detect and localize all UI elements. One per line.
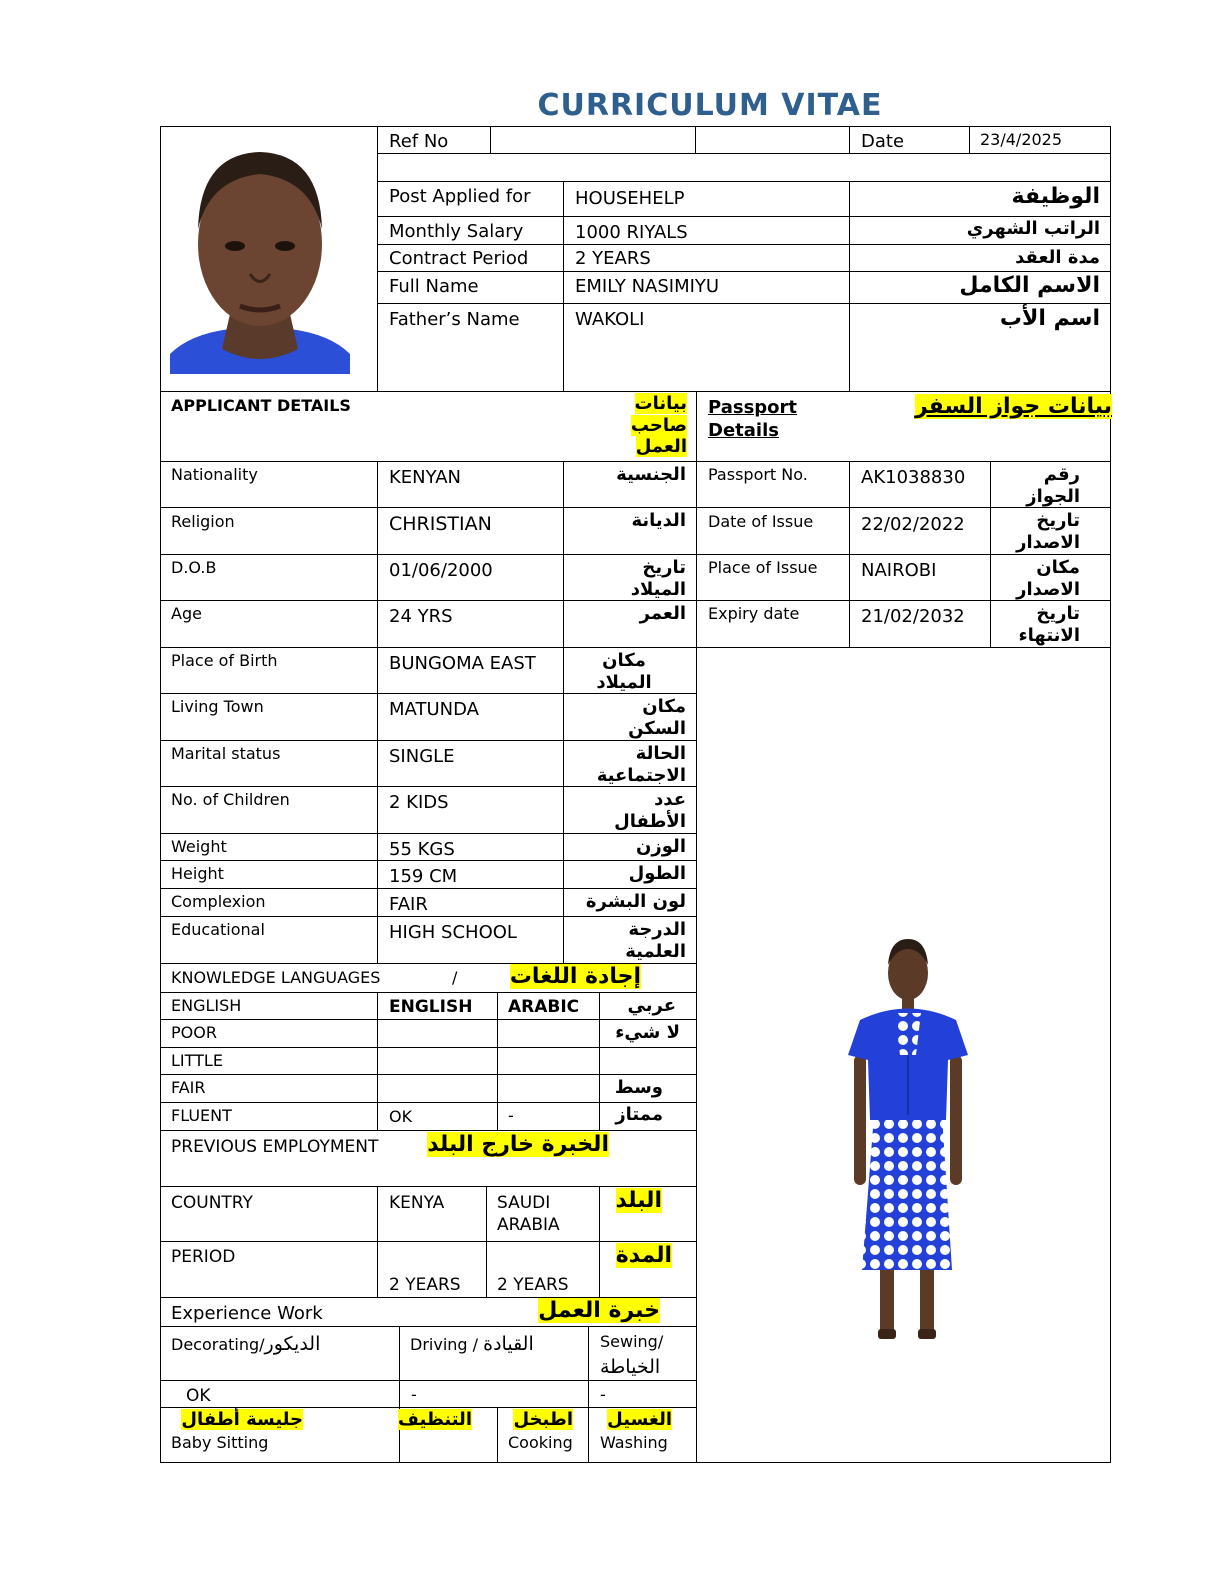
driving-label: Driving / القيادة: [410, 1333, 534, 1355]
employment-heading-ar: الخبرة خارج البلد: [427, 1132, 609, 1157]
religion-label: Religion: [171, 512, 235, 531]
lang-fluent-label: FLUENT: [171, 1106, 232, 1125]
applicant-portrait-photo: [170, 134, 350, 374]
lang-poor-ar: لا شيء: [615, 1022, 680, 1043]
ref-no-label: Ref No: [389, 131, 449, 152]
dob-label-ar: تاريخ الميلاد: [630, 557, 686, 600]
marital-status-label-ar: الحالة الاجتماعية: [596, 743, 686, 786]
lang-col-english: ENGLISH: [389, 997, 473, 1017]
country-2: SAUDI ARABIA: [497, 1193, 560, 1236]
father-name-label-ar: اسم الأب: [999, 306, 1100, 331]
washing-label: Washing: [600, 1433, 668, 1452]
lang-little-label: LITTLE: [171, 1051, 223, 1070]
experience-heading: Experience Work: [171, 1303, 323, 1324]
period-label-ar: المدة: [615, 1243, 672, 1268]
living-town-label-ar: مكان السكن: [628, 696, 686, 739]
lang-col-label: ENGLISH: [171, 996, 242, 1015]
full-name-label-ar: الاسم الكامل: [959, 273, 1100, 298]
expiry-date-value: 21/02/2032: [861, 606, 965, 627]
marital-status-label: Marital status: [171, 744, 281, 763]
applicant-details-heading-ar: بيانات صاحب العمل: [630, 393, 687, 458]
salary-label-ar: الراتب الشهري: [966, 218, 1100, 239]
place-of-birth-label-ar: مكان الميلاد: [596, 650, 652, 693]
nationality-value: KENYAN: [389, 467, 462, 488]
decorating-label: Decorating/الديكور: [171, 1333, 321, 1355]
period-2: 2 YEARS: [497, 1275, 569, 1295]
passport-no-value: AK1038830: [861, 467, 966, 488]
religion-value: CHRISTIAN: [389, 513, 492, 535]
cleaning-ar: التنظيف: [398, 1409, 472, 1430]
period-1: 2 YEARS: [389, 1275, 461, 1295]
passport-details-heading-ar: بيانات جواز السفر: [914, 394, 1112, 419]
date-label: Date: [861, 131, 905, 152]
languages-slash: /: [452, 968, 458, 987]
education-value: HIGH SCHOOL: [389, 922, 517, 943]
passport-details-heading: Passport Details: [708, 397, 798, 442]
contract-value: 2 YEARS: [575, 248, 651, 269]
lang-col-arabic: ARABIC: [508, 997, 580, 1017]
height-value: 159 CM: [389, 866, 458, 887]
nationality-label-ar: الجنسية: [616, 464, 686, 485]
date-of-issue-label-ar: تاريخ الاصدار: [1016, 510, 1080, 553]
baby-sitting-ar: جليسة أطفال: [181, 1409, 303, 1430]
contract-label-ar: مدة العقد: [1015, 247, 1100, 268]
lang-fluent-english: OK: [389, 1107, 413, 1126]
country-1: KENYA: [389, 1193, 445, 1213]
place-of-issue-value: NAIROBI: [861, 560, 937, 581]
expiry-date-label: Expiry date: [708, 604, 800, 623]
applicant-details-heading: APPLICANT DETAILS: [171, 396, 351, 415]
education-label-ar: الدرجة العلمية: [625, 919, 686, 962]
full-name-label: Full Name: [389, 276, 479, 297]
lang-poor-label: POOR: [171, 1023, 217, 1042]
document-title: CURRICULUM VITAE: [537, 88, 883, 123]
washing-ar: الغسيل: [607, 1409, 672, 1430]
living-town-label: Living Town: [171, 697, 264, 716]
sewing-label-ar: الخياطة: [600, 1356, 661, 1378]
country-label: COUNTRY: [171, 1193, 253, 1213]
place-of-issue-label-ar: مكان الاصدار: [1016, 557, 1080, 600]
lang-fluent-ar: ممتاز: [615, 1104, 663, 1125]
age-value: 24 YRS: [389, 606, 453, 627]
education-label: Educational: [171, 920, 265, 939]
children-label: No. of Children: [171, 790, 290, 809]
marital-status-value: SINGLE: [389, 746, 455, 767]
lang-col-ar: عربي: [627, 995, 676, 1016]
expiry-date-label-ar: تاريخ الانتهاء: [1018, 603, 1080, 646]
place-of-birth-value: BUNGOMA EAST: [389, 653, 536, 674]
complexion-label: Complexion: [171, 892, 266, 911]
salary-label: Monthly Salary: [389, 221, 524, 242]
contract-label: Contract Period: [389, 248, 529, 269]
post-label: Post Applied for: [389, 186, 531, 207]
period-label: PERIOD: [171, 1247, 236, 1267]
dob-label: D.O.B: [171, 558, 217, 577]
religion-label-ar: الديانة: [631, 510, 686, 531]
sewing-value: -: [600, 1385, 606, 1404]
nationality-label: Nationality: [171, 465, 258, 484]
date-of-issue-label: Date of Issue: [708, 512, 814, 531]
date-of-issue-value: 22/02/2022: [861, 514, 965, 535]
age-label-ar: العمر: [639, 603, 686, 624]
applicant-full-body-photo: [840, 935, 975, 1345]
languages-heading-ar: إجادة اللغات: [509, 964, 641, 989]
passport-no-label: Passport No.: [708, 465, 808, 484]
employment-heading: PREVIOUS EMPLOYMENT: [171, 1137, 379, 1157]
height-label-ar: الطول: [628, 863, 686, 884]
driving-value: -: [411, 1385, 417, 1404]
cooking-label: Cooking: [508, 1433, 573, 1452]
passport-no-label-ar: رقم الجواز: [1026, 464, 1080, 507]
languages-heading: KNOWLEDGE LANGUAGES: [171, 968, 381, 987]
cooking-ar: اطبخل: [513, 1409, 573, 1430]
age-label: Age: [171, 604, 202, 623]
experience-heading-ar: خبرة العمل: [538, 1298, 660, 1323]
father-name-value: WAKOLI: [575, 309, 645, 330]
decorating-value: OK: [186, 1386, 211, 1406]
lang-fluent-arabic: -: [508, 1106, 514, 1125]
baby-sitting-label: Baby Sitting: [171, 1433, 269, 1452]
place-of-birth-label: Place of Birth: [171, 651, 278, 670]
salary-value: 1000 RIYALS: [575, 222, 688, 243]
complexion-value: FAIR: [389, 894, 428, 915]
post-value: HOUSEHELP: [575, 188, 685, 209]
complexion-label-ar: لون البشرة: [585, 891, 686, 912]
father-name-label: Father’s Name: [389, 309, 520, 330]
post-label-ar: الوظيفة: [1011, 184, 1100, 209]
children-value: 2 KIDS: [389, 792, 449, 813]
living-town-value: MATUNDA: [389, 699, 479, 720]
weight-label-ar: الوزن: [636, 836, 686, 857]
lang-fair-label: FAIR: [171, 1078, 206, 1097]
lang-fair-ar: وسط: [614, 1077, 663, 1098]
full-name-value: EMILY NASIMIYU: [575, 276, 720, 297]
date-value: 23/4/2025: [980, 130, 1063, 149]
sewing-label: Sewing/: [600, 1332, 664, 1351]
weight-value: 55 KGS: [389, 839, 455, 860]
height-label: Height: [171, 864, 224, 883]
weight-label: Weight: [171, 837, 227, 856]
place-of-issue-label: Place of Issue: [708, 558, 818, 577]
dob-value: 01/06/2000: [389, 560, 493, 581]
country-label-ar: البلد: [615, 1188, 662, 1213]
children-label-ar: عدد الأطفال: [614, 789, 686, 832]
